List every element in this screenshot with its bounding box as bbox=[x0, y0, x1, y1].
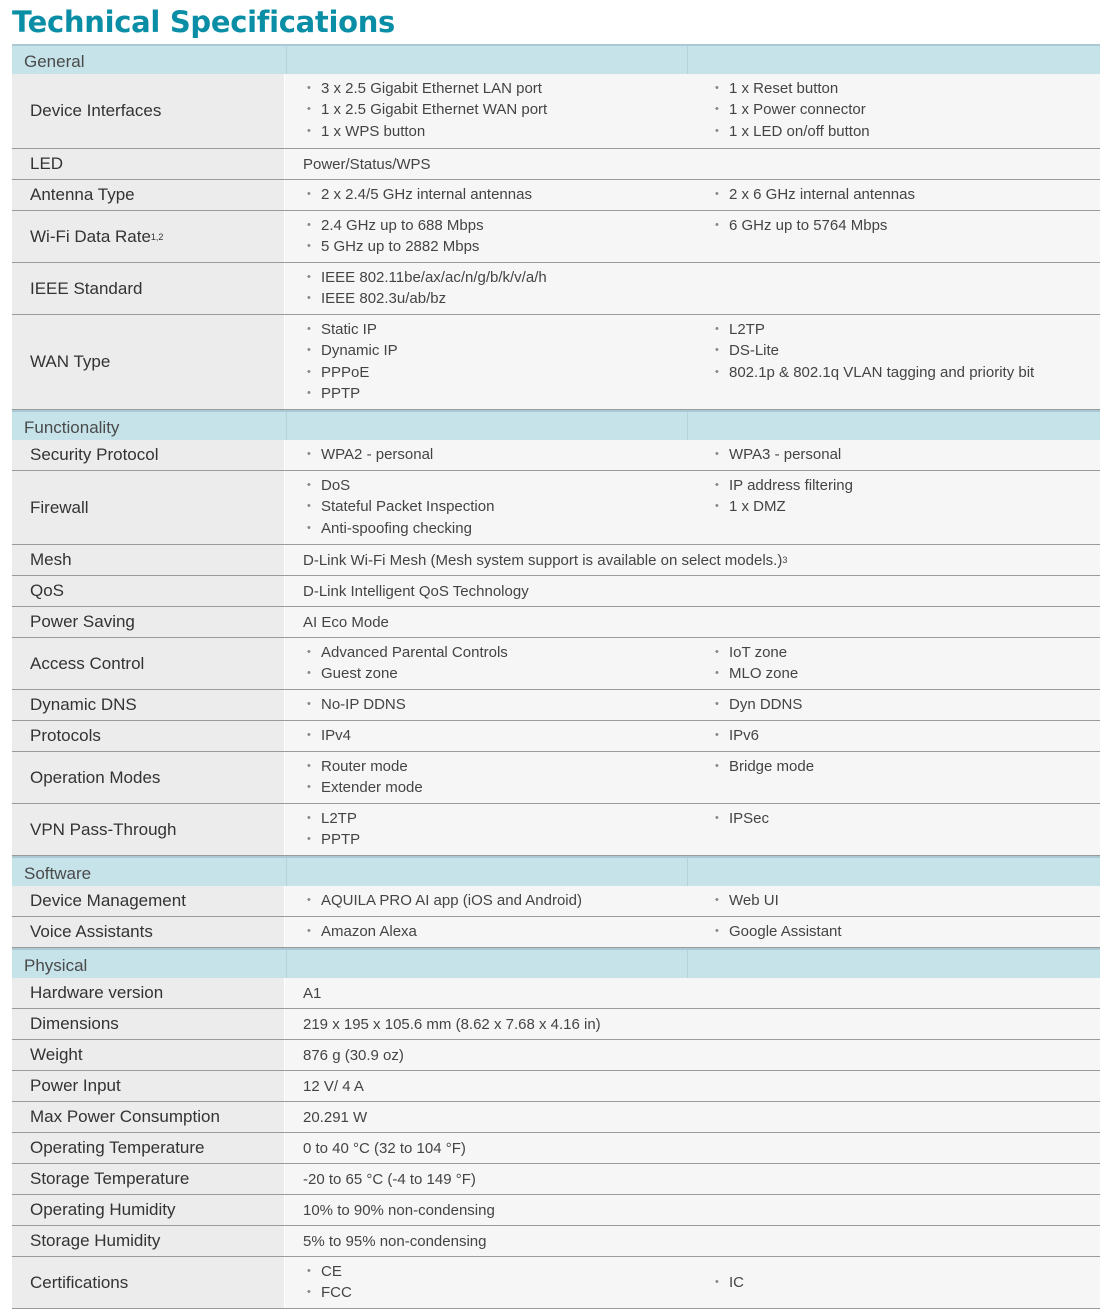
spec-list bbox=[711, 78, 1100, 142]
list-item: • CE bbox=[303, 1261, 693, 1282]
list-item: • DoS bbox=[303, 475, 693, 496]
spec-label: Access Control bbox=[12, 638, 285, 689]
spec-value: 20.291 W bbox=[303, 1108, 368, 1126]
list-item: • IoT zone bbox=[711, 642, 1100, 663]
spec-row-protocols bbox=[12, 721, 1100, 752]
spec-label: Power Input bbox=[12, 1071, 285, 1101]
spec-row-dimensions bbox=[12, 1009, 1100, 1040]
list-item: • IPv4 bbox=[303, 725, 693, 746]
list-item: • 6 GHz up to 5764 Mbps bbox=[711, 215, 1100, 236]
spec-label: Antenna Type bbox=[12, 180, 285, 210]
list-item: • 1 x WPS button bbox=[303, 121, 693, 142]
spec-row-power-input bbox=[12, 1071, 1100, 1102]
list-item: • 5 GHz up to 2882 Mbps bbox=[303, 236, 693, 257]
list-item: • WPA3 - personal bbox=[711, 444, 1100, 465]
spec-label: Protocols bbox=[12, 721, 285, 751]
spec-value: A1 bbox=[303, 984, 322, 1002]
list-item: • Web UI bbox=[711, 890, 1100, 911]
spec-label: Operating Humidity bbox=[12, 1195, 285, 1225]
spec-label: Max Power Consumption bbox=[12, 1102, 285, 1132]
list-item: • 1 x 2.5 Gigabit Ethernet WAN port bbox=[303, 99, 693, 120]
spec-label: Power Saving bbox=[12, 607, 285, 637]
list-item: • Guest zone bbox=[303, 663, 693, 684]
spec-row-max-power-consumption bbox=[12, 1102, 1100, 1133]
list-item: • IC bbox=[711, 1272, 744, 1293]
spec-row-wan-type bbox=[12, 315, 1100, 410]
spec-value: 0 to 40 °C (32 to 104 °F) bbox=[303, 1139, 466, 1157]
section-title: Physical bbox=[24, 956, 88, 975]
spec-row-storage-temperature bbox=[12, 1164, 1100, 1195]
section-title: General bbox=[24, 52, 85, 71]
spec-row-voice-assistants bbox=[12, 917, 1100, 948]
list-item: • 1 x Power connector bbox=[711, 99, 1100, 120]
spec-label: Storage Humidity bbox=[12, 1226, 285, 1256]
spec-list bbox=[303, 78, 693, 142]
list-item: • DS-Lite bbox=[711, 340, 1100, 361]
list-item: • 2 x 2.4/5 GHz internal antennas bbox=[303, 184, 693, 205]
spec-row-dynamic-dns bbox=[12, 690, 1100, 721]
list-item: • AQUILA PRO AI app (iOS and Android) bbox=[303, 890, 693, 911]
spec-label: Dynamic DNS bbox=[12, 690, 285, 720]
spec-label: Firewall bbox=[12, 471, 285, 544]
list-item: • 3 x 2.5 Gigabit Ethernet LAN port bbox=[303, 78, 693, 99]
spec-value: D-Link Wi-Fi Mesh (Mesh system support is available on select models.) 3 bbox=[303, 551, 788, 569]
spec-label: QoS bbox=[12, 576, 285, 606]
list-item: • FCC bbox=[303, 1282, 693, 1303]
list-item: • No-IP DDNS bbox=[303, 694, 693, 715]
spec-label: Device Interfaces bbox=[12, 74, 285, 148]
list-item: • IP address filtering bbox=[711, 475, 1100, 496]
section-title: Software bbox=[24, 864, 92, 883]
spec-row-ieee-standard bbox=[12, 263, 1100, 315]
spec-value: AI Eco Mode bbox=[303, 613, 389, 631]
spec-row-security-protocol bbox=[12, 440, 1100, 471]
spec-value: 876 g (30.9 oz) bbox=[303, 1046, 404, 1064]
list-item: • WPA2 - personal bbox=[303, 444, 693, 465]
spec-label: Operating Temperature bbox=[12, 1133, 285, 1163]
list-item: • IPSec bbox=[711, 808, 1100, 829]
list-item: • PPTP bbox=[303, 383, 693, 404]
spec-label: Operation Modes bbox=[12, 752, 285, 803]
page-title: Technical Specifications bbox=[12, 5, 396, 39]
spec-row-mesh bbox=[12, 545, 1100, 576]
spec-value: 12 V/ 4 A bbox=[303, 1077, 364, 1095]
section-header-physical bbox=[12, 948, 1100, 978]
spec-row-firewall bbox=[12, 471, 1100, 545]
list-item: • 1 x Reset button bbox=[711, 78, 1100, 99]
spec-label: Mesh bbox=[12, 545, 285, 575]
spec-table bbox=[12, 44, 1100, 1309]
spec-label: Dimensions bbox=[12, 1009, 285, 1039]
list-item: • Google Assistant bbox=[711, 921, 1100, 942]
spec-label: Hardware version bbox=[12, 978, 285, 1008]
list-item: • Amazon Alexa bbox=[303, 921, 693, 942]
spec-row-storage-humidity bbox=[12, 1226, 1100, 1257]
spec-row-weight bbox=[12, 1040, 1100, 1071]
spec-row-device-management bbox=[12, 886, 1100, 917]
list-item: • Extender mode bbox=[303, 777, 693, 798]
list-item: • Bridge mode bbox=[711, 756, 1100, 777]
list-item: • Anti-spoofing checking bbox=[303, 518, 693, 539]
list-item: • L2TP bbox=[303, 808, 693, 829]
list-item: • 1 x DMZ bbox=[711, 496, 1100, 517]
spec-row-operating-humidity bbox=[12, 1195, 1100, 1226]
list-item: • L2TP bbox=[711, 319, 1100, 340]
section-header-software bbox=[12, 856, 1100, 886]
list-item: • Advanced Parental Controls bbox=[303, 642, 693, 663]
spec-label: Wi-Fi Data Rate 1,2 bbox=[12, 211, 285, 262]
spec-row-operation-modes bbox=[12, 752, 1100, 804]
spec-label: Weight bbox=[12, 1040, 285, 1070]
spec-row-wifi-data-rate bbox=[12, 211, 1100, 263]
spec-value: 219 x 195 x 105.6 mm (8.62 x 7.68 x 4.16 in) bbox=[303, 1015, 601, 1033]
spec-label: Certifications bbox=[12, 1257, 285, 1308]
list-item: • Static IP bbox=[303, 319, 693, 340]
list-item: • Router mode bbox=[303, 756, 693, 777]
spec-value: 10% to 90% non-condensing bbox=[303, 1201, 495, 1219]
spec-row-vpn-pass-through bbox=[12, 804, 1100, 856]
spec-label: Voice Assistants bbox=[12, 917, 285, 947]
list-item: • Dynamic IP bbox=[303, 340, 693, 361]
spec-value: 5% to 95% non-condensing bbox=[303, 1232, 487, 1250]
spec-value: Power/Status/WPS bbox=[303, 155, 431, 173]
spec-label: IEEE Standard bbox=[12, 263, 285, 314]
section-header-functionality bbox=[12, 410, 1100, 440]
spec-row-hardware-version bbox=[12, 978, 1100, 1009]
spec-label: VPN Pass-Through bbox=[12, 804, 285, 855]
spec-value: D-Link Intelligent QoS Technology bbox=[303, 582, 529, 600]
list-item: • MLO zone bbox=[711, 663, 1100, 684]
spec-label: Device Management bbox=[12, 886, 285, 916]
spec-row-certifications bbox=[12, 1257, 1100, 1309]
list-item: • Dyn DDNS bbox=[711, 694, 1100, 715]
spec-row-power-saving bbox=[12, 607, 1100, 638]
list-item: • 2.4 GHz up to 688 Mbps bbox=[303, 215, 693, 236]
spec-row-led bbox=[12, 149, 1100, 180]
list-item: • 802.1p & 802.1q VLAN tagging and priority bit bbox=[711, 362, 1100, 383]
spec-row-device-interfaces bbox=[12, 74, 1100, 149]
list-item: • PPPoE bbox=[303, 362, 693, 383]
spec-row-access-control bbox=[12, 638, 1100, 690]
spec-row-operating-temperature bbox=[12, 1133, 1100, 1164]
spec-label: Security Protocol bbox=[12, 440, 285, 470]
list-item: • IEEE 802.11be/ax/ac/n/g/b/k/v/a/h bbox=[303, 267, 693, 288]
list-item: • Stateful Packet Inspection bbox=[303, 496, 693, 517]
spec-row-qos bbox=[12, 576, 1100, 607]
list-item: • PPTP bbox=[303, 829, 693, 850]
list-item: • IPv6 bbox=[711, 725, 1100, 746]
spec-value: -20 to 65 °C (-4 to 149 °F) bbox=[303, 1170, 476, 1188]
section-header-general bbox=[12, 44, 1100, 74]
section-title: Functionality bbox=[24, 418, 120, 437]
list-item: • IEEE 802.3u/ab/bz bbox=[303, 288, 693, 309]
spec-label: WAN Type bbox=[12, 315, 285, 409]
spec-label: Storage Temperature bbox=[12, 1164, 285, 1194]
spec-row-antenna-type bbox=[12, 180, 1100, 211]
list-item: • 1 x LED on/off button bbox=[711, 121, 1100, 142]
list-item: • 2 x 6 GHz internal antennas bbox=[711, 184, 1100, 205]
spec-label: LED bbox=[12, 149, 285, 179]
